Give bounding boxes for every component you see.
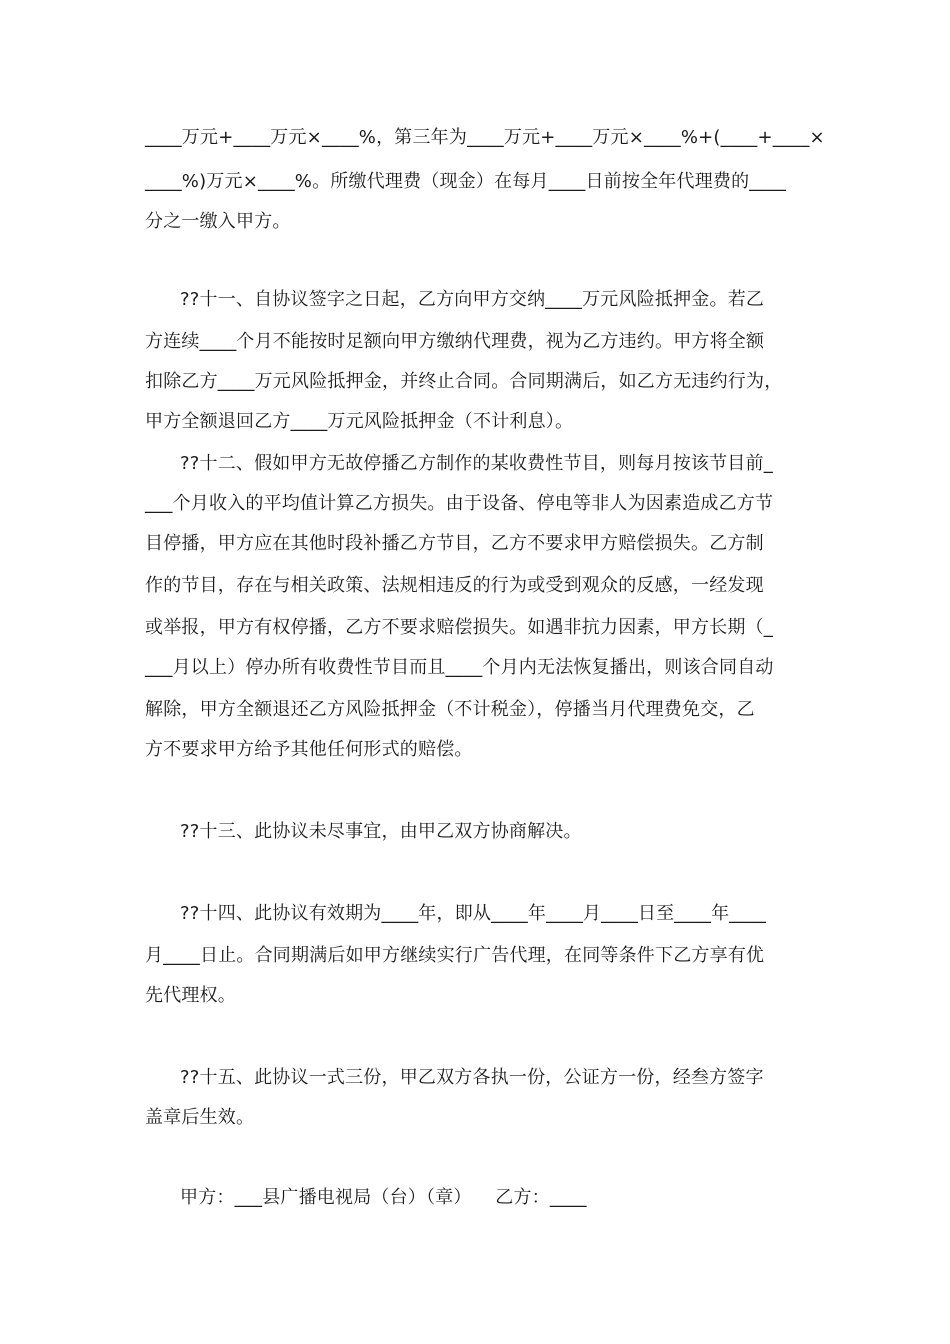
text-line: ___月以上）停办所有收费性节目而且____个月内无法恢复播出，则该合同自动: [145, 657, 774, 678]
text-line: ??十一、自协议签字之日起，乙方向甲方交纳____万元风险抵押金。若乙: [180, 289, 765, 310]
text-line: ___个月收入的平均值计算乙方损失。由于设备、停电等非人为因素造成乙方节: [145, 493, 774, 514]
text-line: ??十二、假如甲方无故停播乙方制作的某收费性节目，则每月按该节目前_: [180, 453, 773, 474]
text-line: ??十三、此协议未尽事宜，由甲乙双方协商解决。: [180, 821, 582, 842]
text-line: 分之一缴入甲方。: [145, 211, 291, 232]
text-line: 盖章后生效。: [145, 1107, 255, 1128]
text-line: ____万元+____万元×____%，第三年为____万元+____万元×____%+(____+____×: [145, 127, 825, 148]
text-line: ____%)万元×____%。所缴代理费（现金）在每月____日前按全年代理费的____: [145, 171, 787, 192]
text-line: 目停播，甲方应在其他时段补播乙方节目，乙方不要求甲方赔偿损失。乙方制: [145, 533, 764, 554]
text-line: 作的节目，存在与相关政策、法规相违反的行为或受到观众的反感，一经发现: [145, 575, 764, 596]
text-line: 先代理权。: [145, 985, 236, 1006]
text-line: 解除，甲方全额退还乙方风险抵押金（不计税金），停播当月代理费免交，乙: [145, 699, 755, 720]
text-line: 扣除乙方____万元风险抵押金，并终止合同。合同期满后，如乙方无违约行为，: [145, 371, 783, 392]
text-line: 甲方全额退回乙方____万元风险抵押金（不计利息）。: [145, 411, 574, 432]
text-line: 或举报，甲方有权停播，乙方不要求赔偿损失。如遇非抗力因素，甲方长期（_: [145, 617, 773, 638]
text-line: ??十四、此协议有效期为____年，即从____年____月____日至____年____: [180, 903, 767, 924]
text-line: 方不要求甲方给予其他任何形式的赔偿。: [145, 739, 473, 760]
text-line: 方连续____个月不能按时足额向甲方缴纳代理费，视为乙方违约。甲方将全额: [145, 331, 765, 352]
text-line: 月____日止。合同期满后如甲方继续实行广告代理，在同等条件下乙方享有优: [145, 945, 765, 966]
text-line: ??十五、此协议一式三份，甲乙双方各执一份，公证方一份，经叁方签字: [180, 1067, 764, 1088]
signature-line: 甲方：___县广播电视局（台）（章） 乙方：____: [180, 1187, 587, 1208]
